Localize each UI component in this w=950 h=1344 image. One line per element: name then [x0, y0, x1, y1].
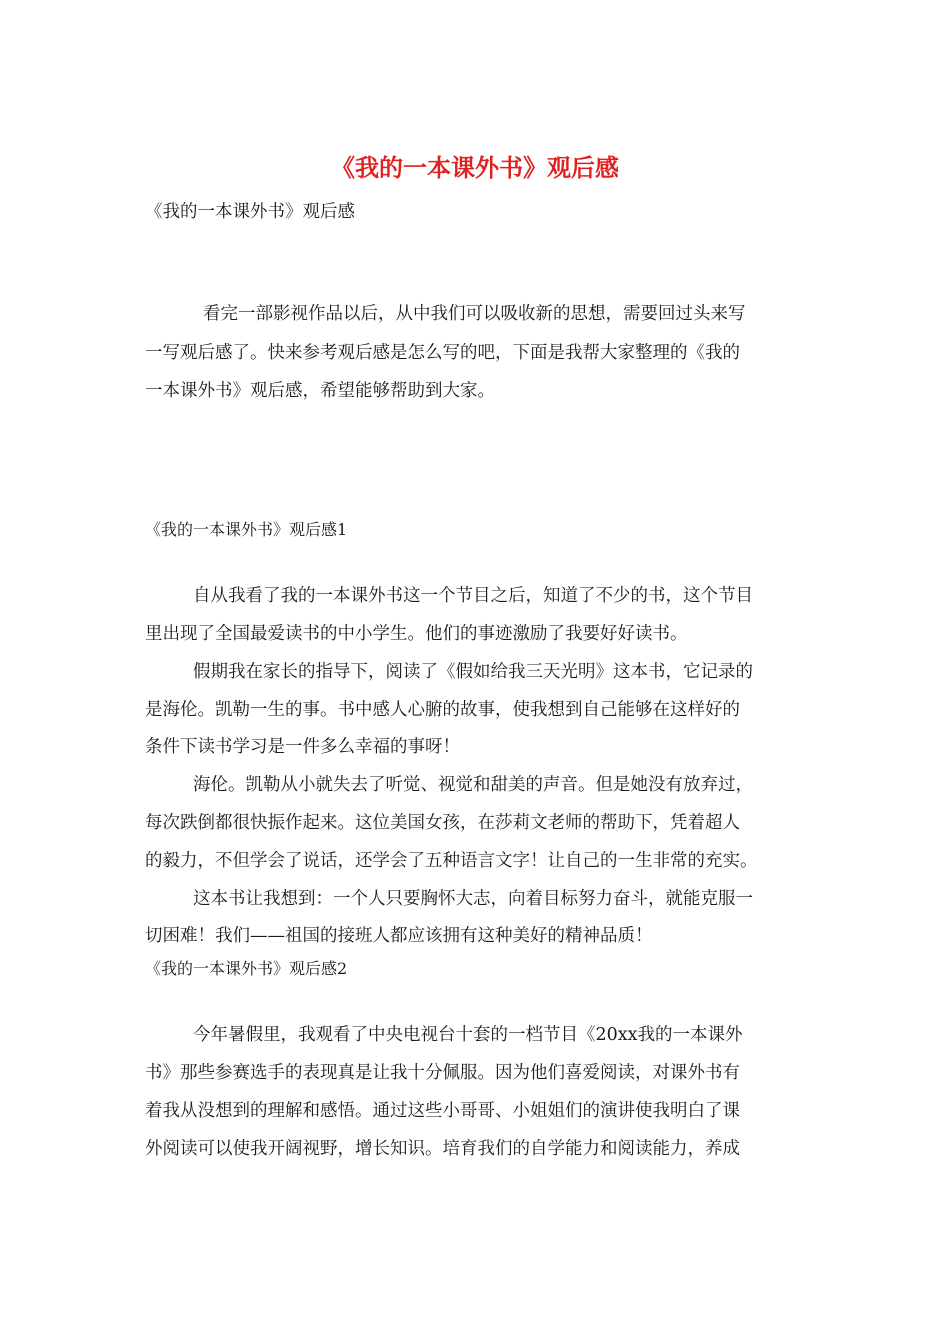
intro-line-1: 看完一部影视作品以后，从中我们可以吸收新的思想，需要回过头来写 [203, 304, 746, 324]
section-2-line: 书》那些参赛选手的表现真是让我十分佩服。因为他们喜爱阅读，对课外书有 [145, 1063, 740, 1083]
intro-line-3: 一本课外书》观后感，希望能够帮助到大家。 [145, 381, 495, 401]
section-1-line: 切困难！我们——祖国的接班人都应该拥有这种美好的精神品质！ [145, 926, 653, 946]
section-2-line: 今年暑假里，我观看了中央电视台十套的一档节目《20xx我的一本课外 [193, 1025, 743, 1045]
section-1-line: 假期我在家长的指导下，阅读了《假如给我三天光明》这本书，它记录的 [193, 662, 753, 682]
intro-line-2: 一写观后感了。快来参考观后感是怎么写的吧，下面是我帮大家整理的《我的 [145, 343, 740, 363]
section-2-line: 着我从没想到的理解和感悟。通过这些小哥哥、小姐姐们的演讲使我明白了课 [145, 1101, 740, 1121]
section-1-line: 每次跌倒都很快振作起来。这位美国女孩，在莎莉文老师的帮助下，凭着超人 [145, 813, 740, 833]
section-1-line: 里出现了全国最爱读书的中小学生。他们的事迹激励了我要好好读书。 [145, 624, 688, 644]
section-1-line: 海伦。凯勒从小就失去了听觉、视觉和甜美的声音。但是她没有放弃过， [193, 775, 753, 795]
document-subtitle: 《我的一本课外书》观后感 [145, 202, 355, 222]
section-1-line: 的毅力，不但学会了说话，还学会了五种语言文字！让自己的一生非常的充实。 [145, 851, 758, 871]
section-2-heading: 《我的一本课外书》观后感2 [145, 959, 348, 978]
document-title: 《我的一本课外书》观后感 [331, 153, 619, 182]
section-1-line: 条件下读书学习是一件多么幸福的事呀！ [145, 737, 460, 757]
section-2-line: 外阅读可以使我开阔视野，增长知识。培育我们的自学能力和阅读能力，养成 [145, 1139, 740, 1159]
section-1-heading: 《我的一本课外书》观后感1 [145, 520, 348, 539]
section-1-line: 是海伦。凯勒一生的事。书中感人心腑的故事，使我想到自己能够在这样好的 [145, 700, 740, 720]
section-1-line: 这本书让我想到：一个人只要胸怀大志，向着目标努力奋斗，就能克服一 [193, 889, 753, 909]
section-1-line: 自从我看了我的一本课外书这一个节目之后，知道了不少的书，这个节目 [193, 586, 753, 606]
